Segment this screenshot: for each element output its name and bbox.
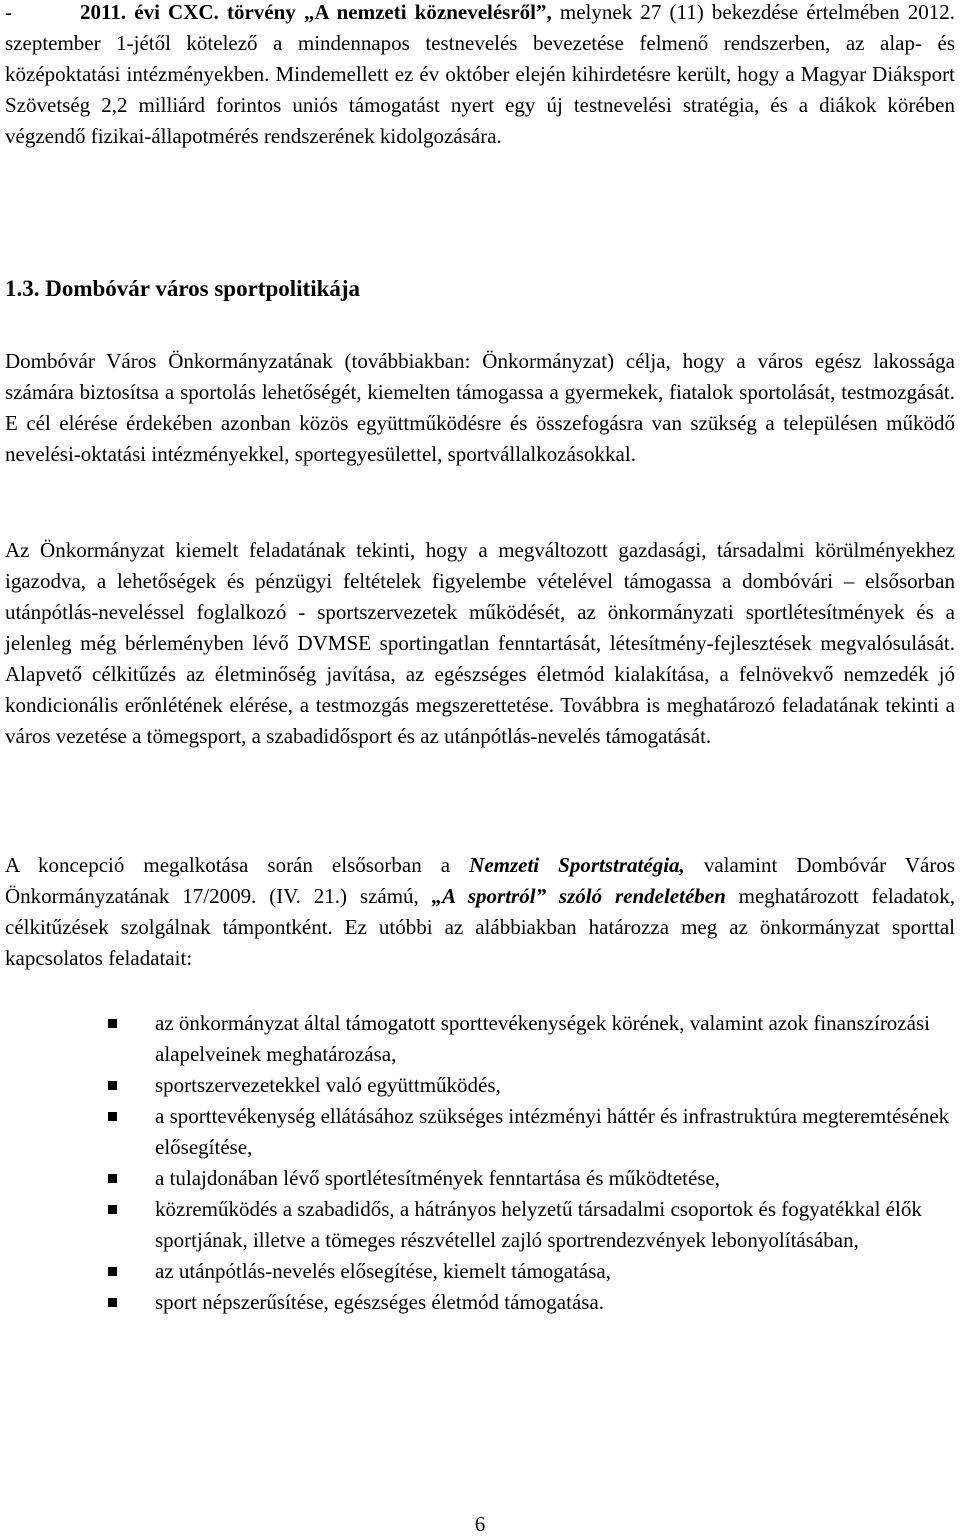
- bullet-square-icon: [108, 1081, 117, 1090]
- bullet-square-icon: [108, 1174, 117, 1183]
- bullet-square-icon: [108, 1112, 117, 1121]
- list-item: sport népszerűsítése, egészséges életmód támogatása.: [0, 1287, 955, 1318]
- bullet-square-icon: [108, 1267, 117, 1276]
- section-heading: 1.3. Dombóvár város sportpolitikája: [5, 276, 361, 301]
- strategy-reference: Nemzeti Sportstratégia,: [469, 853, 685, 877]
- list-item: a sporttevékenység ellátásához szükséges intézményi háttér és infrastruktúra megteremtésének elősegítése,: [0, 1101, 955, 1163]
- bullet-square-icon: [108, 1298, 117, 1307]
- list-item: az önkormányzat által támogatott sporttevékenységek körének, valamint azok finanszírozási alapelveinek meghatározása,: [0, 1008, 955, 1070]
- list-dash: -: [5, 0, 12, 24]
- intro-paragraph: [5, 0, 955, 152]
- list-item: közreműködés a szabadidős, a hátrányos helyzetű társadalmi csoportok és fogyatékkal élők sportjának, illetve a tömeges részvétellel zajló sportrendezvények lebonyolításában,: [0, 1194, 955, 1256]
- decree-reference: „A sportról” szóló rendeletében: [431, 884, 726, 908]
- bullet-square-icon: [108, 1019, 117, 1028]
- bullet-square-icon: [108, 1205, 117, 1214]
- law-reference: 2011. évi CXC. törvény „A nemzeti köznevelésről”,: [80, 0, 552, 24]
- list-item: sportszervezetekkel való együttműködés,: [0, 1070, 955, 1101]
- section-paragraph-3: A koncepció megalkotása során elsősorban a Nemzeti Sportstratégia, valamint Dombóvár Város Önkormányzatának 17/2009. (IV. 21.) számú, „A sportról” szóló rendeletében meghatározott feladatok, célkitűzések szolgálnak támpontként. Ez utóbbi az alábbiakban határozza meg az önkormányzat sporttal kapcsolatos feladatait:: [5, 853, 955, 970]
- task-list: [0, 1008, 960, 1318]
- page-number: 6: [474, 1512, 486, 1536]
- intro-text: melynek 27 (11) bekezdése értelmében 2012. szeptember 1-jétől kötelező a mindennapos testnevelés bevezetése felmenő rendszerben, az alap- és középoktatási intézményekben. Mindemellett ez év október elején kihirdetésre került, hogy a Magyar Diáksport Szövetség 2,2 milliárd forintos uniós támogatást nyert egy új testnevelési stratégia, és a diákok körében végzendő fizikai-állapotmérés rendszerének kidolgozására.: [5, 0, 955, 148]
- section-paragraph-2: Az Önkormányzat kiemelt feladatának tekinti, hogy a megváltozott gazdasági, társadalmi körülményekhez igazodva, a lehetőségek és pénzügyi feltételek figyelembe vételével támogassa a dombóvári – elsősorban utánpótlás-neveléssel foglalkozó - sportszervezetek működését, az önkormányzati sportlétesítmények és a jelenleg még bérleményben lévő DVMSE sportingatlan fenntartását, létesítmény-fejlesztések megvalósulását. Alapvető célkitűzés az életminőség javítása, az egészséges életmód kialakítása, a felnövekvő nemzedék jó kondicionális erőnlétének elérése, a testmozgás megszerettetése. Továbbra is meghatározó feladatának tekinti a város vezetése a tömegsport, a szabadidősport és az utánpótlás-nevelés támogatását.: [5, 538, 955, 748]
- list-item: az utánpótlás-nevelés elősegítése, kiemelt támogatása,: [0, 1256, 955, 1287]
- section-paragraph-1: Dombóvár Város Önkormányzatának (továbbiakban: Önkormányzat) célja, hogy a város egész lakossága számára biztosítsa a sportolás lehetőségét, kiemelten támogassa a gyermekek, fiatalok sportolását, testmozgását. E cél elérése érdekében azonban közös együttműködésre és összefogásra van szükség a településen működő nevelési-oktatási intézményekkel, sportegyesülettel, sportvállalkozásokkal.: [5, 349, 955, 466]
- list-item: a tulajdonában lévő sportlétesítmények fenntartása és működtetése,: [0, 1163, 955, 1194]
